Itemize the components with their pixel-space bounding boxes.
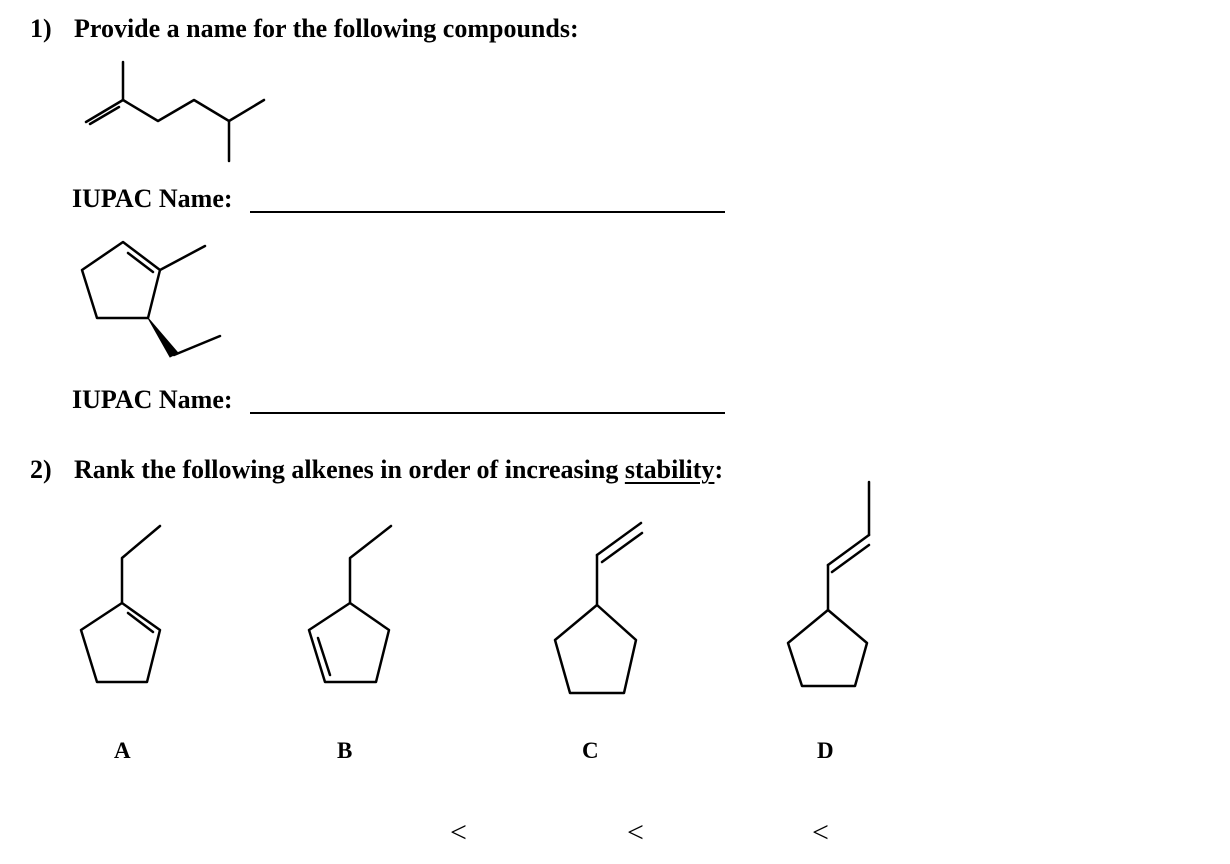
question-2-text: Rank the following alkenes in order of increasing — [74, 455, 625, 484]
ranking-less-than-3: < — [812, 816, 829, 849]
alkene-b-label: B — [337, 738, 353, 763]
alkene-d-label: D — [817, 738, 834, 763]
question-1-text: Provide a name for the following compounds: — [74, 14, 579, 43]
question-2-number: 2) — [30, 455, 52, 484]
question-2-underlined-word: stability — [624, 455, 715, 484]
ranking-less-than-2: < — [627, 816, 644, 849]
alkene-a-label: A — [114, 738, 131, 763]
iupac-name-label-1: IUPAC Name: — [72, 184, 233, 213]
question-1-number: 1) — [30, 14, 52, 43]
iupac-name-label-2: IUPAC Name: — [72, 385, 233, 414]
ranking-less-than-1: < — [450, 816, 467, 849]
question-2-colon: : — [714, 455, 724, 484]
d-ring — [788, 610, 867, 686]
alkene-c-label: C — [582, 738, 599, 763]
